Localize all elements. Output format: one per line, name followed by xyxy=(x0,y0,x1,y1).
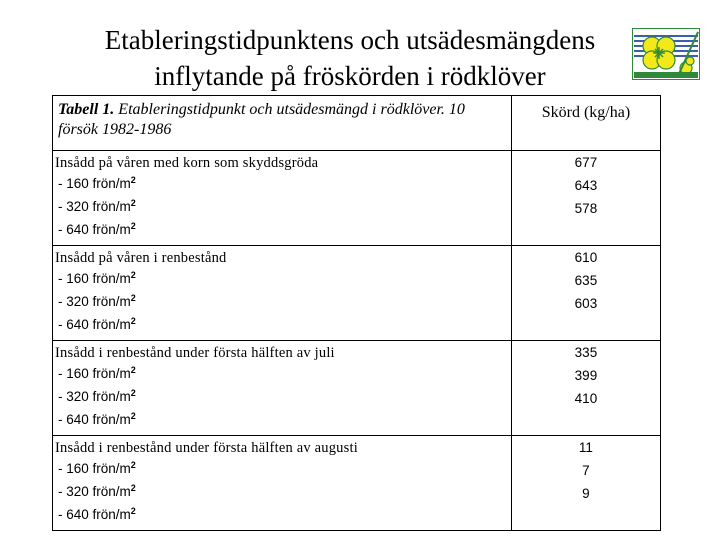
value-header-cell xyxy=(511,96,660,151)
yield-value: 399 xyxy=(574,368,598,383)
rapeseed-flower-logo-icon xyxy=(632,28,700,80)
yield-value: 11 xyxy=(578,440,593,455)
group-title: Insådd i renbestånd under första hälften av augusti xyxy=(55,440,358,456)
table-row-label: - 640 frön/$m^2$ xyxy=(58,316,136,332)
group-title: Insådd i renbestånd under första hälften av juli xyxy=(55,345,335,361)
table-row-label: - 160 frön/$m^2$ xyxy=(58,365,136,381)
yield-table xyxy=(52,95,661,531)
title-line-1: Etableringstidpunktens och utsädesmängdens xyxy=(104,25,596,55)
table-row-label: - 640 frön/$m^2$ xyxy=(58,221,136,237)
table-group-row xyxy=(53,246,661,341)
yield-value: 7 xyxy=(582,463,590,478)
table-row-label: - 640 frön/$m^2$ xyxy=(58,506,136,522)
table-group-row xyxy=(53,151,661,246)
page-title xyxy=(60,22,640,94)
yield-value: 578 xyxy=(574,201,598,216)
table-row-label: - 320 frön/$m^2$ xyxy=(58,198,136,214)
table-caption-text: Etableringstidpunkt och utsädesmängd i rödklöver. 10 försök 1982-1986 xyxy=(58,101,465,138)
yield-value: 677 xyxy=(574,155,598,170)
value-header: Skörd (kg/ha) xyxy=(541,104,631,121)
group-title: Insådd på våren i renbestånd xyxy=(55,250,227,266)
yield-value: 603 xyxy=(574,296,598,311)
group-title: Insådd på våren med korn som skyddsgröda xyxy=(55,155,319,171)
table-row-label: - 160 frön/$m^2$ xyxy=(58,460,136,476)
table-row-label: - 320 frön/$m^2$ xyxy=(58,483,136,499)
table-caption-cell xyxy=(53,96,512,151)
yield-value: 410 xyxy=(574,391,598,406)
yield-value: 9 xyxy=(582,486,590,501)
table-row-label: - 160 frön/$m^2$ xyxy=(58,175,136,191)
title-line-2: inflytande på fröskörden i rödklöver xyxy=(154,61,546,91)
table-row-label: - 320 frön/$m^2$ xyxy=(58,388,136,404)
table-group-row xyxy=(53,436,661,531)
table-row-label: - 160 frön/$m^2$ xyxy=(58,270,136,286)
table-header-row xyxy=(53,96,661,151)
table-row-label: - 640 frön/$m^2$ xyxy=(58,411,136,427)
table-row-label: - 320 frön/$m^2$ xyxy=(58,293,136,309)
yield-value: 610 xyxy=(574,250,598,265)
table-caption-label: Tabell 1. xyxy=(58,101,115,118)
yield-value: 335 xyxy=(574,345,598,360)
table-group-row xyxy=(53,341,661,436)
yield-value: 635 xyxy=(574,273,598,288)
yield-value: 643 xyxy=(574,178,598,193)
